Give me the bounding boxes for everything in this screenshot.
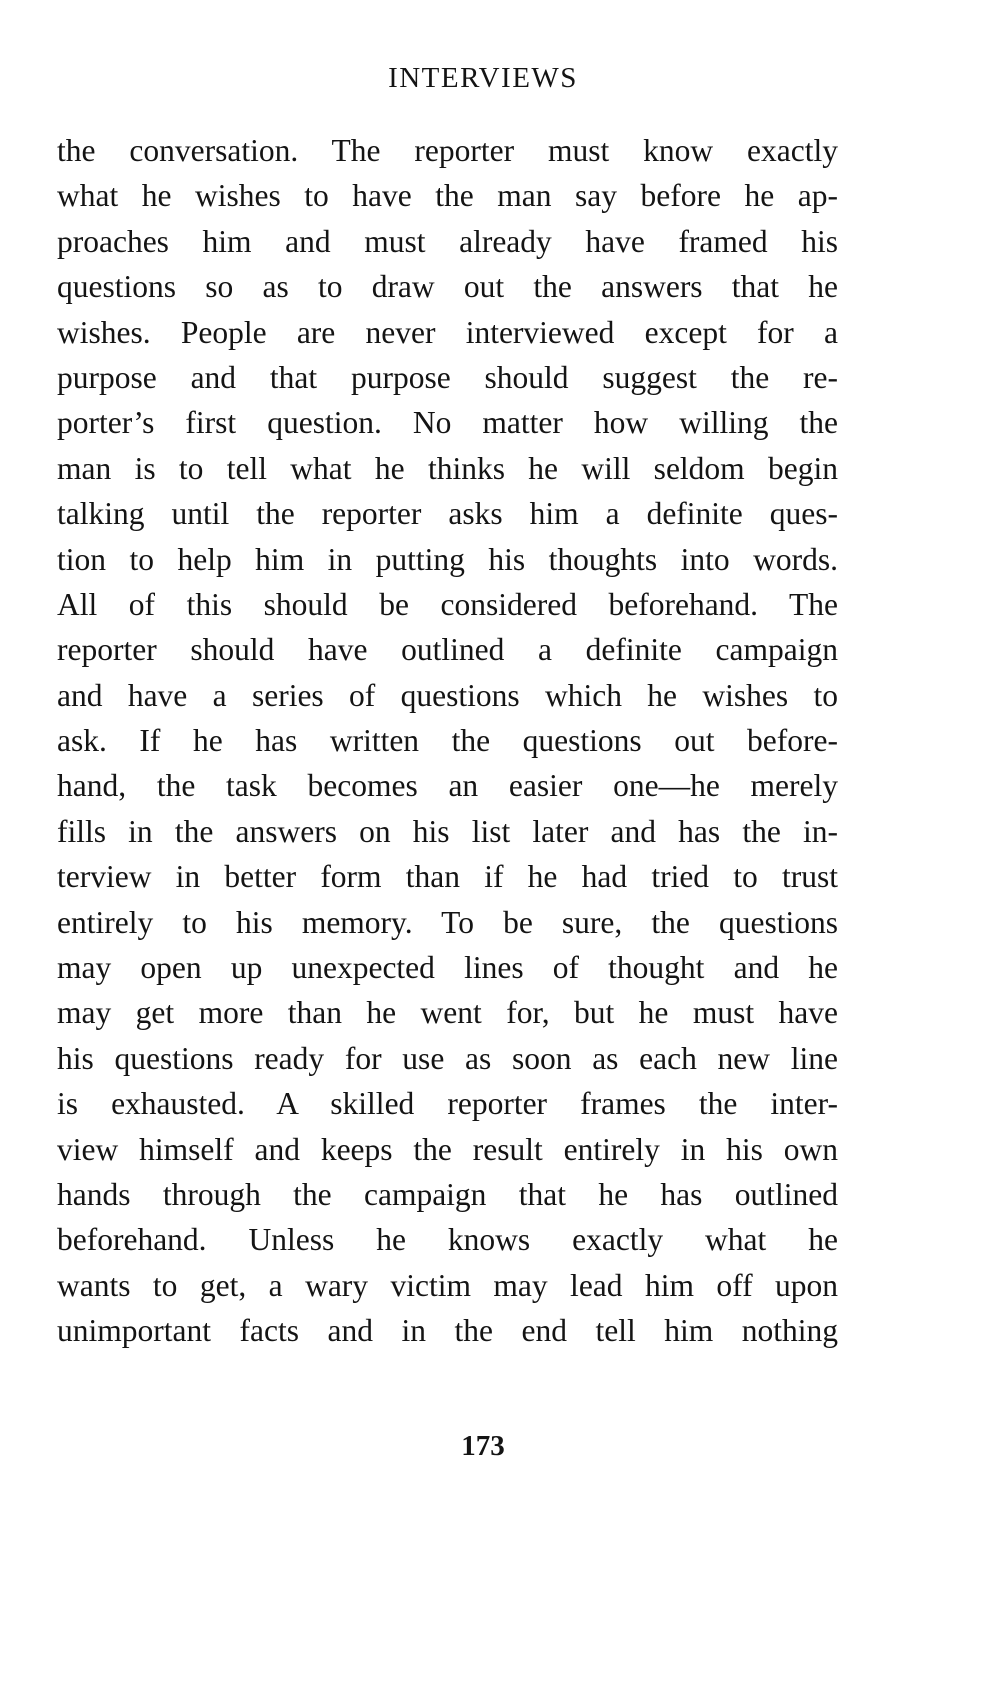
text-line: hand, the task becomes an easier one—he merely xyxy=(57,768,838,804)
text-line: beforehand. Unless he knows exactly what he xyxy=(57,1222,838,1258)
text-line: entirely to his memory. To be sure, the questions xyxy=(57,904,838,940)
text-line: may open up unexpected lines of thought and he xyxy=(57,950,838,986)
text-line: view himself and keeps the result entirely in his own xyxy=(57,1131,838,1167)
text-line: proaches him and must already have framed his xyxy=(57,223,838,259)
text-line: questions so as to draw out the answers that he xyxy=(57,269,838,305)
running-head: INTERVIEWS xyxy=(388,62,578,94)
text-line: porter’s first question. No matter how willing the xyxy=(57,405,838,441)
text-line: talking until the reporter asks him a definite ques- xyxy=(57,496,838,532)
page-number: 173 xyxy=(461,1430,505,1462)
text-line: ask. If he has written the questions out before- xyxy=(57,723,838,759)
text-line: purpose and that purpose should suggest the re- xyxy=(57,359,838,395)
text-line: reporter should have outlined a definite campaign xyxy=(57,632,838,668)
text-line: hands through the campaign that he has outlined xyxy=(57,1176,838,1212)
text-line: All of this should be considered beforehand. The xyxy=(57,586,838,622)
text-line: what he wishes to have the man say before he ap- xyxy=(57,178,838,214)
text-line: man is to tell what he thinks he will seldom begin xyxy=(57,450,838,486)
text-line: wishes. People are never interviewed except for a xyxy=(57,314,838,350)
text-line: may get more than he went for, but he must have xyxy=(57,995,838,1031)
text-line: his questions ready for use as soon as each new line xyxy=(57,1040,838,1076)
text-line: wants to get, a wary victim may lead him off upon xyxy=(57,1267,838,1303)
text-line: unimportant facts and in the end tell him nothing xyxy=(57,1313,838,1349)
body-text xyxy=(57,128,838,1354)
text-line: fills in the answers on his list later and has the in- xyxy=(57,813,838,849)
text-line: and have a series of questions which he wishes to xyxy=(57,677,838,713)
text-line: is exhausted. A skilled reporter frames the inter- xyxy=(57,1086,838,1122)
text-line: the conversation. The reporter must know exactly xyxy=(57,133,838,168)
text-line: tion to help him in putting his thoughts into words. xyxy=(57,541,838,577)
text-line: terview in better form than if he had tried to trust xyxy=(57,859,838,895)
